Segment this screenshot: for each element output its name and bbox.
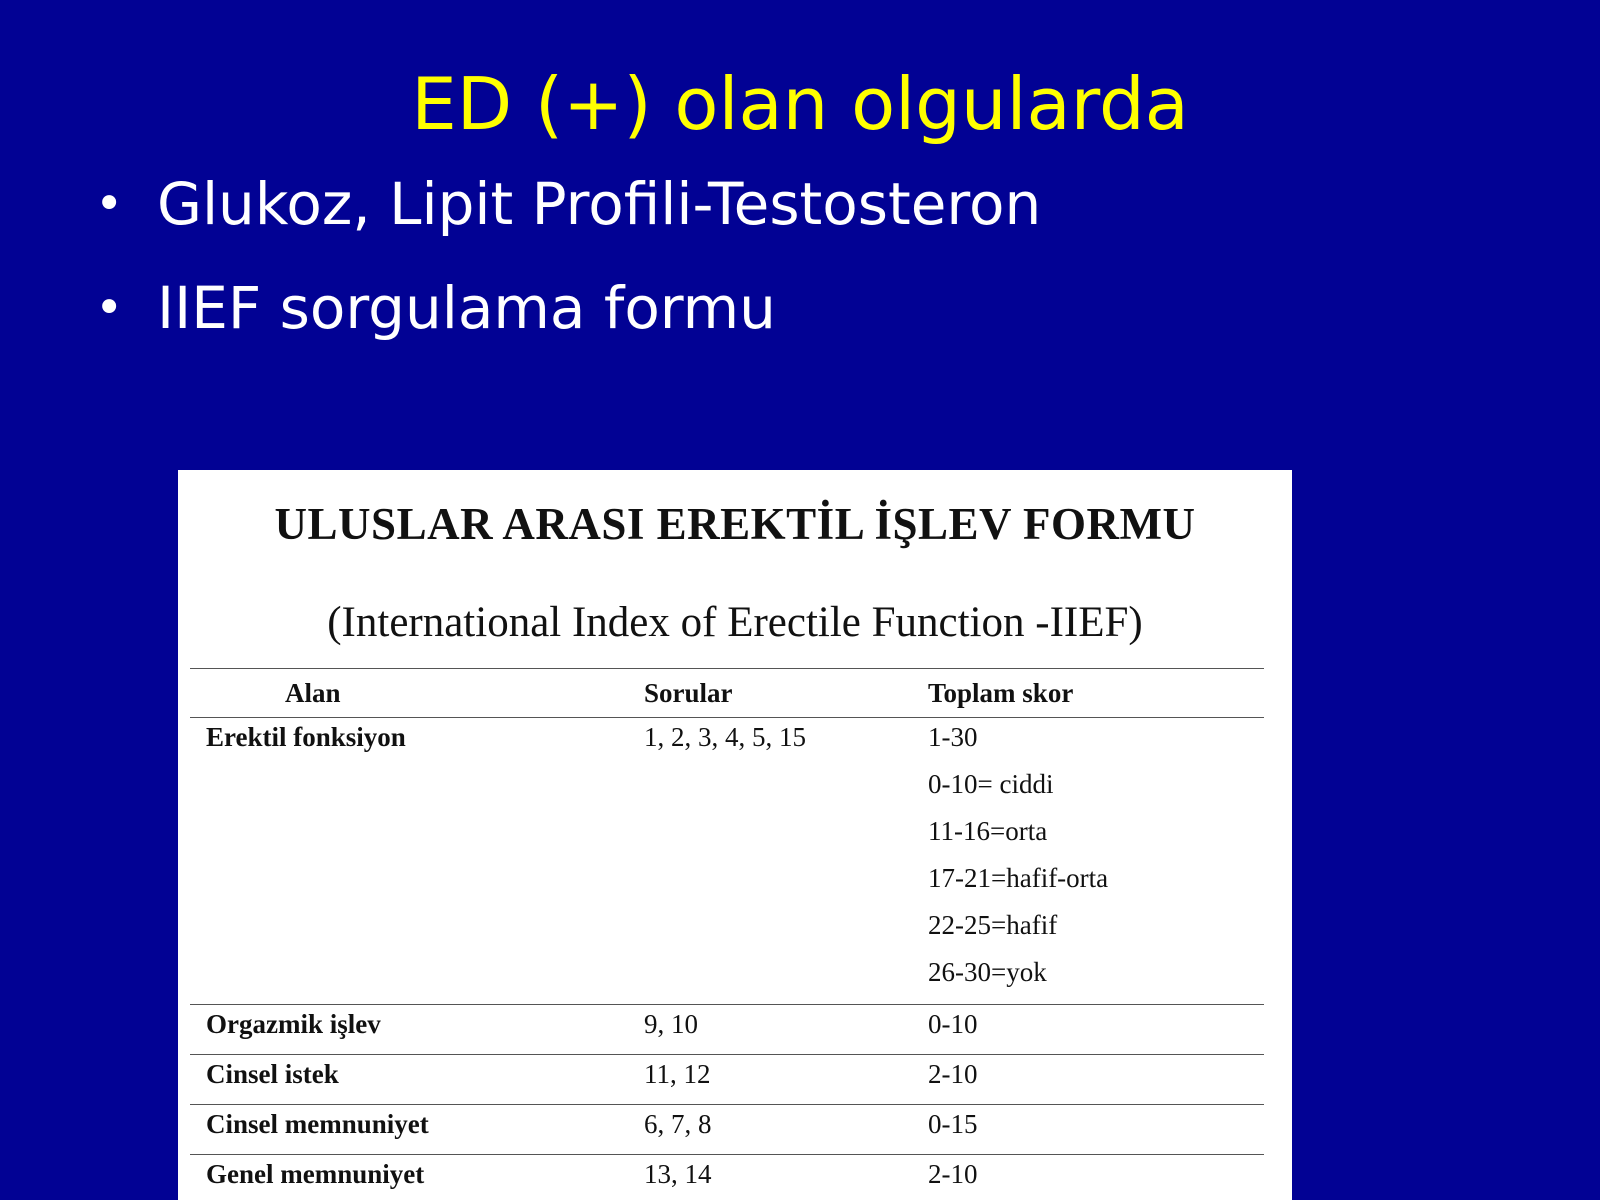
table-row: [190, 718, 1264, 1005]
bullet-list: [95, 168, 1041, 376]
cell-alan: Erektil fonksiyon: [206, 722, 406, 752]
bullet-text: IIEF sorgulama formu: [157, 274, 776, 342]
bullet-dot-icon: •: [95, 280, 124, 336]
score-line: 22-25=hafif: [928, 910, 1058, 940]
cell-sorular: 13, 14: [644, 1159, 712, 1189]
score-line: 1-30: [928, 722, 978, 752]
bullet-dot-icon: •: [95, 176, 124, 232]
form-title: ULUSLAR ARASI EREKTİL İŞLEV FORMU: [274, 499, 1196, 549]
form-subtitle: (International Index of Erectile Function -IIEF): [327, 599, 1143, 646]
header-alan: Alan: [190, 669, 644, 718]
iief-table: [190, 668, 1264, 1190]
cell-skor: [928, 718, 1264, 1005]
table-header-row: [190, 669, 1264, 718]
score-line: 0-10= ciddi: [928, 769, 1054, 799]
cell-sorular: 11, 12: [644, 1059, 711, 1089]
cell-alan: Orgazmik işlev: [206, 1009, 381, 1039]
cell-skor: 2-10: [928, 1159, 978, 1189]
header-sorular: Sorular: [644, 669, 928, 718]
score-line: 26-30=yok: [928, 957, 1047, 987]
table-row: [190, 1005, 1264, 1055]
bullet-item: [95, 168, 1041, 240]
iief-form-image: [178, 470, 1292, 1200]
cell-alan: Cinsel istek: [206, 1059, 339, 1089]
cell-skor: 0-15: [928, 1109, 978, 1139]
table-row: [190, 1155, 1264, 1191]
bullet-item: [95, 272, 1041, 344]
table-row: [190, 1055, 1264, 1105]
cell-skor: 0-10: [928, 1009, 978, 1039]
header-toplam-skor: Toplam skor: [928, 669, 1264, 718]
cell-alan: Cinsel memnuniyet: [206, 1109, 429, 1139]
cell-sorular: 6, 7, 8: [644, 1109, 712, 1139]
cell-sorular: 1, 2, 3, 4, 5, 15: [644, 722, 806, 752]
bullet-text: Glukoz, Lipit Profili-Testosteron: [157, 170, 1042, 238]
slide-title: ED (+) olan olgularda: [411, 62, 1189, 146]
table-row: [190, 1105, 1264, 1155]
cell-sorular: 9, 10: [644, 1009, 698, 1039]
score-line: 17-21=hafif-orta: [928, 863, 1109, 893]
score-line: 11-16=orta: [928, 816, 1048, 846]
cell-alan: Genel memnuniyet: [206, 1159, 425, 1189]
cell-skor: 2-10: [928, 1059, 978, 1089]
